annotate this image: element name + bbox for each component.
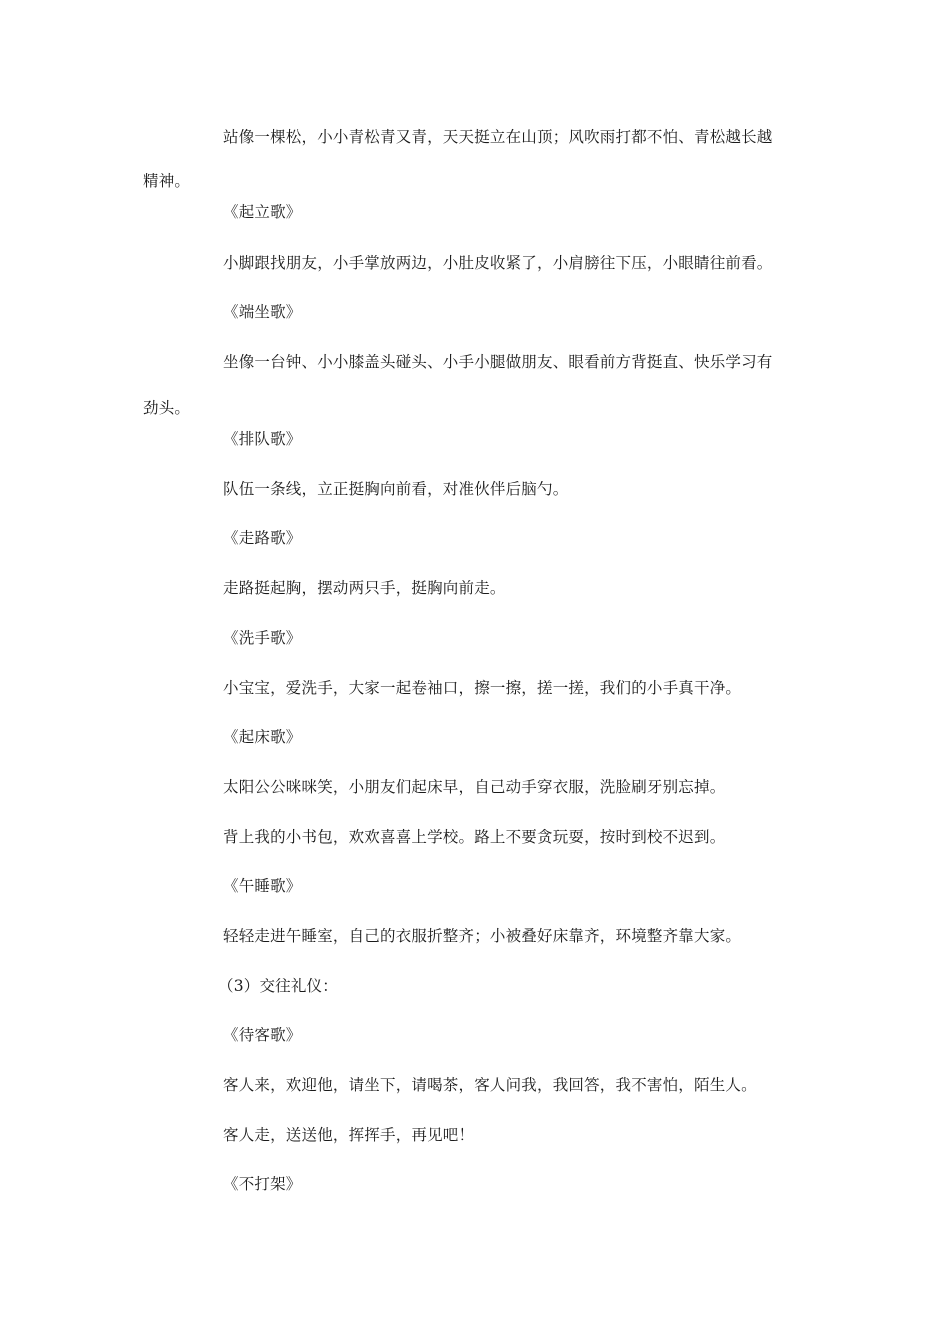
paragraph-line: 小宝宝，爱洗手，大家一起卷袖口，擦一擦，搓一搓，我们的小手真干净。 xyxy=(223,679,742,697)
song-title: 《洗手歌》 xyxy=(223,629,302,647)
song-title: 《午睡歌》 xyxy=(223,877,302,895)
paragraph-line: 站像一棵松，小小青松青又青，天天挺立在山顶；风吹雨打都不怕、青松越长越 xyxy=(223,128,773,146)
song-title: 《待客歌》 xyxy=(223,1026,302,1044)
song-title: 《不打架》 xyxy=(223,1175,302,1193)
song-title: 《起立歌》 xyxy=(223,203,302,221)
paragraph-line: 精神。 xyxy=(143,172,191,190)
song-title: 《排队歌》 xyxy=(223,430,302,448)
paragraph-line: 走路挺起胸，摆动两只手，挺胸向前走。 xyxy=(223,579,506,597)
song-title: 《端坐歌》 xyxy=(223,303,302,321)
section-heading: （3）交往礼仪： xyxy=(218,977,338,995)
song-title: 《起床歌》 xyxy=(223,728,302,746)
paragraph-line: 队伍一条线，立正挺胸向前看，对准伙伴后脑勺。 xyxy=(223,480,569,498)
paragraph-line: 客人来，欢迎他，请坐下，请喝茶，客人问我，我回答，我不害怕，陌生人。 xyxy=(223,1076,757,1094)
paragraph-line: 坐像一台钟、小小膝盖头碰头、小手小腿做朋友、眼看前方背挺直、快乐学习有 xyxy=(223,353,773,371)
paragraph-line: 轻轻走进午睡室，自己的衣服折整齐；小被叠好床靠齐，环境整齐靠大家。 xyxy=(223,927,742,945)
paragraph-line: 客人走，送送他，挥挥手，再见吧！ xyxy=(223,1126,475,1144)
paragraph-line: 劲头。 xyxy=(143,399,191,417)
song-title: 《走路歌》 xyxy=(223,529,302,547)
paragraph-line: 太阳公公咪咪笑，小朋友们起床早，自己动手穿衣服，洗脸刷牙别忘掉。 xyxy=(223,778,726,796)
paragraph-line: 背上我的小书包，欢欢喜喜上学校。路上不要贪玩耍，按时到校不迟到。 xyxy=(223,828,726,846)
paragraph-line: 小脚跟找朋友，小手掌放两边，小肚皮收紧了，小肩膀往下压，小眼睛往前看。 xyxy=(223,254,773,272)
